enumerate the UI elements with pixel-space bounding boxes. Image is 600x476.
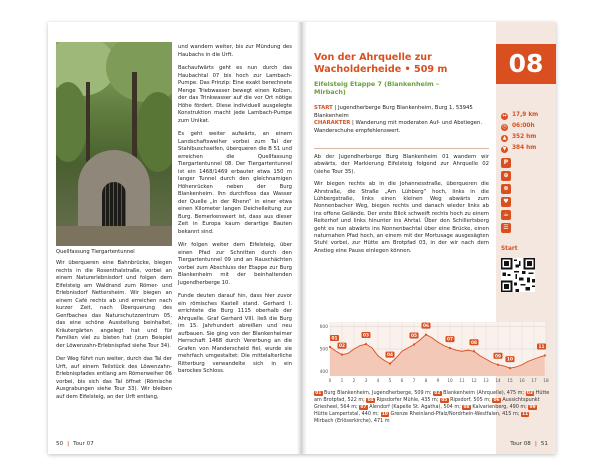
tour-subtitle: Eifelsteig Etappe 7 (Blankenheim – Mirbach)	[314, 80, 440, 96]
waypoint-badge: 03	[526, 390, 533, 396]
x-tick-label: 13	[483, 378, 489, 383]
legend-text: Ripsdorfer Mühle, 435 m;	[374, 397, 441, 403]
waypoint-badge: 07	[360, 404, 367, 410]
y-tick-label: 500	[319, 347, 328, 353]
stat-descent: ▼ 384 hm	[502, 145, 537, 152]
right-footer	[510, 441, 548, 447]
parking-icon: P	[501, 158, 511, 168]
left-column-2	[178, 44, 292, 382]
waypoint-badge: 11	[522, 411, 529, 417]
waypoint-label: 06	[423, 324, 429, 330]
waypoint-dot	[544, 354, 546, 356]
x-tick-label: 5	[388, 378, 392, 383]
legend-text: Mirbach (Erlöserkirche), 471 m	[314, 418, 390, 424]
legend-text: Hütte am Brotpfad, 522 m;	[314, 390, 550, 403]
stat-ascent: ▲ 352 hm	[502, 134, 537, 141]
left-page	[48, 22, 300, 454]
elevation-profile-chart	[314, 314, 550, 390]
waypoint-dot	[365, 343, 367, 345]
waypoint-label: 11	[538, 345, 545, 351]
tour-title: Von der Ahrquelle zur Wacholderheide • 509 m	[314, 52, 448, 75]
paragraph: Ab der Jugendherberge Burg Blankenheim 01 wandern wir abwärts, der Markierung Eifelsteig folgend zur Ahrquelle 02 (siehe Tour 35).	[314, 154, 489, 175]
footer-separator: |	[534, 441, 537, 447]
photo-caption: Quellfassung Tiergartentunnel	[56, 249, 135, 255]
waypoint-dot	[329, 346, 331, 348]
waypoint-dot	[341, 354, 343, 356]
waypoint-label: 01	[331, 336, 338, 342]
tour-number-box: 08	[496, 44, 556, 84]
waypoint-badge: 09	[529, 404, 536, 410]
paragraph: Wir biegen rechts ab in die Johannesstraße, überqueren die Ahrstraße, die Straße „Am Lühberg“ hoch, links in die Lühbergstraße, links einen kleinen Weg abwärts zum Nonnenbacher Weg, biegen rechts und danach wieder links ab ins offene Gelände. Der erste Blick schweift rechts hoch zu einem Reiterhof und links hinunter ins Ahrtal. Über den Schillertsberg geht es nun abwärts ins Nonnenbachtal über eine Brücke, einen naturnahen Pfad hoch, an einem mit der Mortusage ausgesägten Stuhl vorbei, zur Hütte am Brotpfad 03, in der wir nach dem Anstieg eine Pause einlegen können.	[314, 181, 489, 254]
ascent-icon: ▲	[502, 135, 507, 141]
x-tick-label: 18	[543, 378, 549, 383]
waypoint-label: 04	[387, 353, 393, 359]
legend-item	[359, 404, 462, 410]
charakter-text: Wanderung mit moderaten Auf- und Abstiegen. Wanderschuhe empfehlenswert.	[314, 120, 483, 134]
legend-item	[462, 404, 528, 410]
stat-distance: ↔ 17,9 km	[502, 112, 539, 119]
left-footer	[56, 441, 94, 447]
legend-text: Alendorf (Kapelle St. Agatha), 504 m;	[367, 404, 463, 410]
descent-icon: ▼	[502, 146, 507, 152]
x-tick-label: 15	[507, 378, 513, 383]
waypoint-label: 07	[447, 337, 453, 343]
x-tick-label: 16	[519, 378, 525, 383]
left-column-1	[56, 260, 172, 407]
legend-item	[440, 397, 492, 403]
waypoint-badge: 05	[441, 397, 448, 403]
bus-icon: ⊕	[501, 171, 511, 181]
x-tick-label: 3	[364, 378, 368, 383]
page-number: 51	[540, 441, 548, 447]
paragraph: Der Weg führt nun weiter, durch das Tal der Urft, auf einem Teilstück des Löwenzahn-Erlebnispfades entlang am Römerweiher 06 vorbei, bis sich das Tal öffnet (Römische Ausgrabungen siehe Tour 33). Wir bleiben auf dem Eifelsteig, an der Urft entlang,	[56, 356, 172, 400]
x-tick-label: 0	[328, 378, 332, 383]
open-book	[48, 22, 556, 454]
footer-tour: Tour 08	[510, 441, 531, 447]
family-icon: ♥	[501, 197, 511, 207]
waypoint-badge: 02	[434, 390, 441, 396]
waypoint-label: 10	[507, 357, 513, 363]
waypoint-dot	[425, 334, 427, 336]
character-info: CHARAKTER | Wanderung mit moderaten Auf- und Abstiegen. Wanderschuhe empfehlenswert.	[314, 120, 483, 134]
paragraph: Bachaufwärts geht es nun durch das Haubachtal 07 bis hoch zur Lambach-Pumpe. Das Prinzip: Eine exakt berechnete Menge Triebwasser bewegt einen Kolben, der das Trinkwasser auf die vor Ort nötige Höhe fördert. Diese individuell ausgelegte Konstruktion macht jede Lambach-Pumpe zum Unikat.	[178, 65, 292, 124]
x-tick-label: 14	[495, 378, 501, 383]
waypoint-dot	[413, 343, 415, 345]
stat-time: ◷ 06:00h	[502, 123, 535, 130]
waypoint-dot	[449, 347, 451, 349]
legend-text: Hütte Lampertstal, 440 m;	[314, 411, 381, 417]
qr-code-icon	[501, 258, 535, 292]
legend-text: Grenze Rheinland-Pfalz/Nordrhein-Westfalen, 415 m;	[389, 411, 521, 417]
tunnel-photo	[56, 42, 172, 246]
waypoint-label: 05	[411, 334, 417, 340]
x-tick-label: 11	[459, 378, 465, 383]
x-tick-label: 17	[531, 378, 537, 383]
waypoint-dot	[473, 350, 475, 352]
waypoint-label: 02	[339, 344, 345, 350]
y-tick-label: 400	[319, 370, 328, 376]
tour-description	[314, 154, 489, 260]
time-icon: ◷	[502, 124, 507, 130]
tour-info	[314, 105, 489, 135]
waypoint-label: 08	[471, 340, 477, 346]
x-tick-label: 2	[352, 378, 356, 383]
feature-badges	[501, 158, 515, 236]
train-icon: ⊗	[501, 184, 511, 194]
legend-text: Kalvarienberg, 490 m;	[470, 404, 529, 410]
x-tick-label: 1	[340, 378, 344, 383]
footer-tour: Tour 07	[73, 441, 94, 447]
start-info: START | Jugendherberge Burg Blankenheim, Burg 1, 53945 Blankenheim	[314, 105, 473, 119]
waypoint-badge: 06	[493, 397, 500, 403]
start-label: START	[314, 105, 333, 111]
waypoint-badge: 10	[381, 411, 388, 417]
x-tick-label: 12	[471, 378, 477, 383]
x-tick-label: 10	[447, 378, 453, 383]
legend-text: Burg Blankenheim, Jugendherberge, 509 m;	[322, 390, 434, 396]
paragraph: Wir überqueren eine Bahnbrücke, biegen rechts in die Rosenthalstraße, vorbei an einem Naturerlebnisdorf und folgen dem Eifelsteig am Waldrand zum Römer- und Erlebnisdorf Nettersheim. Wir biegen an einem Café rechts ab und erreichen nach kurzer Zeit, nach Überquerung des Genfbaches das Naturschutzzentrum 05, das eine schöne Ausstellung beinhaltet, Kräutergärten angelegt hat und für Familien viel zu bieten hat (zum Beispiel der Löwenzahn-Erlebnispfad siehe Tour 34).	[56, 260, 172, 349]
legend-item	[366, 397, 440, 403]
paragraph: Es geht weiter aufwärts, an einem Landschaftsweiher vorbei zum Tal der Stahlbuschseifen, überqueren die B 51 und erreichen die Quellfassung Tiergartentunnel 08. Der Tiergartentunnel ist ein 1468/1469 erbauter etwa 150 m langer Tunnel durch den gleichnamigen Höhenrücken neben der Burg Blankenheim. Ihn durchfloss das Wasser der Quelle „In der Rhenn“ in einer etwa einen Kilometer langen Deichelleitung zur Burg. Bemerkenswert ist, dass aus dieser Zeit in Europa kaum derartige Bauten bekannt sind.	[178, 131, 292, 235]
distance-icon: ↔	[502, 113, 507, 119]
x-tick-label: 6	[400, 378, 404, 383]
paragraph: und wandern weiter, bis zur Mündung des Haubachs in die Urft.	[178, 44, 292, 58]
waypoint-badge: 04	[367, 397, 374, 403]
y-tick-label: 600	[319, 325, 328, 331]
waypoint-dot	[497, 364, 499, 366]
legend-item	[381, 411, 521, 417]
cafe-icon: ☕	[501, 210, 511, 220]
waypoint-badge: 01	[315, 390, 322, 396]
charakter-label: CHARAKTER	[314, 120, 351, 126]
x-tick-label: 7	[412, 378, 416, 383]
waypoint-dot	[509, 367, 511, 369]
waypoint-dot	[389, 363, 391, 365]
paragraph: Wir folgen weiter dem Eifelsteig, über einen Pfad zur Schnitten durch den Tiergartentunnel 09 und an Rauschächten vorbei zum Abschluss der Etappe zur Burg Blankenheim mit der beinhaltenden Jugendherberge 10.	[178, 242, 292, 286]
x-tick-label: 9	[436, 378, 440, 383]
x-tick-label: 8	[424, 378, 428, 383]
page-number: 50	[56, 441, 64, 447]
paragraph: Funde deuten darauf hin, dass hier zuvor ein römisches Kastell stand. Gerhard I. errichtete die Burg 1115 oberhalb der Ahrquelle. Graf Gerhard VIII. ließ die Burg im 15. Jahrhundert abreißen und neu aufbauen. Sie ging von der Blankenheimer Herrschaft 1468 durch Vererbung an die Grafen von Manderscheid fiel, wurde sie mehrfach umgestaltet: Die mittelalterliche Ritterburg verwandelte sich in ein barockes Schloss.	[178, 293, 292, 374]
x-tick-label: 4	[376, 378, 380, 383]
legend-text: Aussichtspunkt Griesheel, 564 m;	[314, 397, 540, 410]
start-text: Jugendherberge Burg Blankenheim, Burg 1, 53945 Blankenheim	[314, 105, 473, 119]
legend-item	[314, 390, 433, 396]
restaurant-icon: ☰	[501, 223, 511, 233]
start-tag: Start	[501, 246, 518, 252]
legend-text: Ripsdorf, 505 m;	[448, 397, 493, 403]
waypoint-label: 09	[495, 354, 501, 360]
legend-text: Blankenheim (Ahrquelle), 475 m;	[441, 390, 526, 396]
legend-item	[433, 390, 526, 396]
waypoint-legend	[314, 390, 550, 425]
footer-separator: |	[67, 441, 70, 447]
waypoint-label: 03	[363, 333, 369, 339]
waypoint-badge: 08	[463, 404, 470, 410]
right-page	[304, 22, 556, 454]
divider	[314, 148, 489, 149]
